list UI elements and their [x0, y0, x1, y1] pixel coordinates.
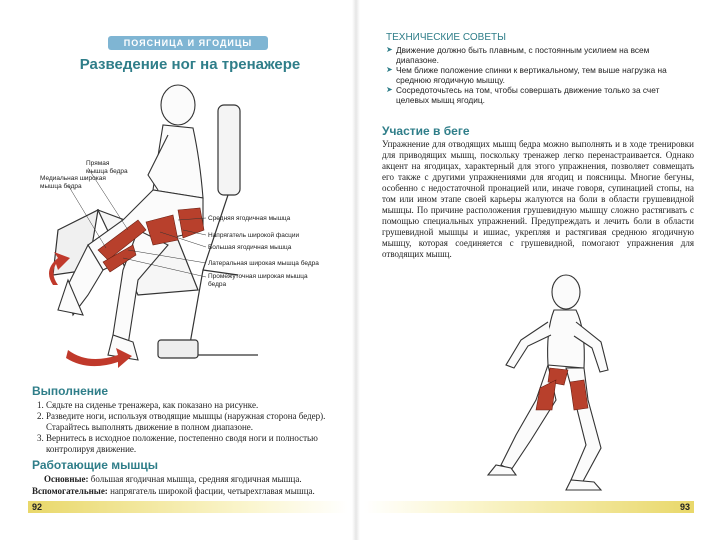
tip-text: Сосредоточьтесь на том, чтобы совершать движение только за счет целевых мышц ягодиц. — [396, 85, 660, 105]
tech-tip — [386, 65, 686, 85]
execution-step: 1. Сядьте на сиденье тренажера, как показано на рисунке. — [46, 400, 340, 411]
primary-text: большая ягодичная мышца, средняя ягодичная мышца. — [90, 474, 302, 484]
right-page — [356, 0, 712, 540]
label-vastus-medialis: Медиальная широкая мышца бедра — [40, 175, 106, 190]
secondary-label: Вспомогательные: — [32, 486, 108, 496]
label-rectus-femoris: Прямая мышца бедра — [86, 160, 128, 175]
tech-tip — [386, 45, 686, 65]
primary-muscles — [44, 474, 344, 485]
tech-tip — [386, 85, 686, 105]
label-vastus-intermedius: Промежуточная широкая мышца бедра — [208, 273, 308, 288]
right-footer-bar — [364, 501, 694, 513]
page-number: 93 — [679, 502, 690, 512]
arrow-bullet-icon: ➤ — [386, 45, 393, 54]
secondary-muscles — [32, 486, 344, 497]
secondary-text: напрягатель широкой фасции, четырехглавая мышца. — [110, 486, 315, 496]
running-heading: Участие в беге — [382, 124, 470, 138]
runner-illustration — [476, 270, 646, 495]
muscles-heading: Работающие мышцы — [32, 458, 159, 472]
primary-label: Основные: — [44, 474, 89, 484]
left-footer-bar — [28, 501, 348, 513]
tip-text: Чем ближе положение спинки к вертикальному, тем выше нагрузка на среднюю ягодичную мышцу. — [396, 65, 667, 85]
page-number: 92 — [32, 502, 43, 512]
tech-tips-heading: ТЕХНИЧЕСКИЕ СОВЕТЫ — [386, 32, 506, 43]
label-tfl: Напрягатель широкой фасции — [208, 232, 300, 239]
label-vastus-lateralis: Латеральная широкая мышца бедра — [208, 260, 319, 267]
section-banner: ПОЯСНИЦА И ЯГОДИЦЫ — [108, 36, 268, 50]
execution-heading: Выполнение — [32, 384, 109, 398]
label-gluteus-medius: Средняя ягодичная мышца — [208, 215, 291, 222]
arrow-bullet-icon: ➤ — [386, 85, 393, 94]
execution-step: 3. Вернитесь в исходное положение, постепенно сводя ноги и полностью контролируя движение. — [46, 433, 340, 455]
tech-tips-list — [386, 45, 686, 105]
tip-text: Движение должно быть плавным, с постоянным усилием на всем диапазоне. — [396, 45, 650, 65]
arrow-bullet-icon: ➤ — [386, 65, 393, 74]
running-paragraph: Упражнение для отводящих мышц бедра можно выполнять и в ходе тренировки для приводящих мышц, поскольку тренажер легко перенастраивается. Однако акцент на ягодицах, характерный для этого упражнения, позволяет совмещать его также с другими упражнениями для ягодиц и поясницы. Многие бегуны, особенно с недостаточной пронацией или, иначе говоря, супинацией стопы, на том или ином этапе своей карьеры жалуются на боли в области грушевидной мышцы. По причине расположения грушевидную мышцу сложно растягивать с помощью специальных упражнений. Предупреждать и лечить боли в области грушевидной мышцы и ишиас, укрепляя и растягивая среднюю ягодичную мышцу, которая соединяется с грушевидной, помогают упражнения для отводящих мышц. — [382, 139, 694, 259]
execution-step: 2. Разведите ноги, используя отводящие мышцы (наружная сторона бедер). Старайтесь выполнять движение в полном диапазоне. — [46, 411, 340, 433]
machine-illustration — [28, 80, 348, 380]
exercise-title: Разведение ног на тренажере — [79, 56, 301, 73]
label-gluteus-maximus: Большая ягодичная мышца — [208, 244, 292, 251]
execution-list — [32, 400, 340, 455]
